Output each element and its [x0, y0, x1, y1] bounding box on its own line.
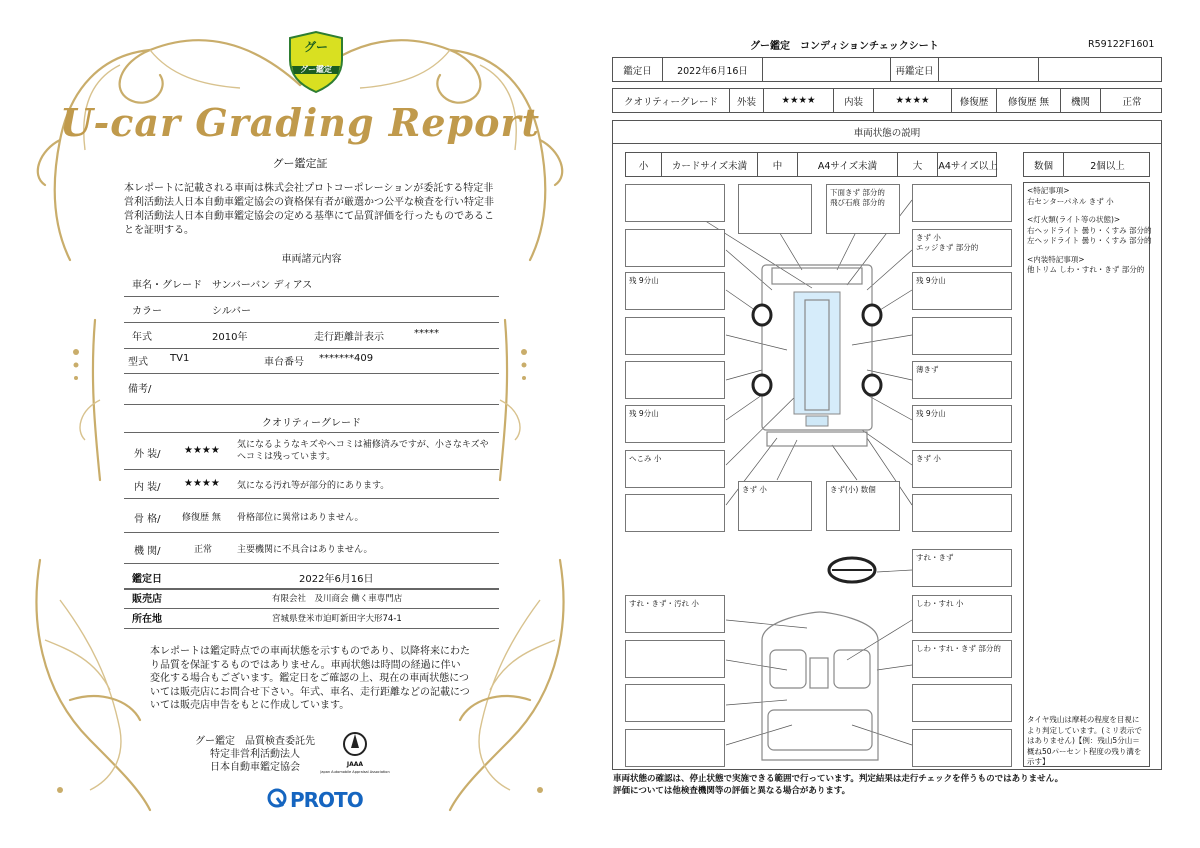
- exterior-label: 外 装/: [134, 449, 161, 460]
- jaaa-label: JAAA: [346, 761, 364, 768]
- row-name: [124, 276, 499, 297]
- interior-note-1: 他トリム しわ・すれ・きず 部分的: [1027, 265, 1145, 274]
- interior-stars: ★★★★: [184, 478, 220, 489]
- footer-note-2: 評価については他検査機関等の評価と異なる場合があります。: [613, 786, 851, 796]
- box-left-7: へこみ 小: [625, 450, 725, 488]
- notice-text: 本レポートは鑑定時点での車両状態を示すものであり、以降将来にわたり品質を保証するものではありません。車両状態は時間の経過に伴い変化する場合もございます。鑑定日をご確認の上、現在の車両状態については販売店にお問合せ下さい。年式、車名、走行距離などの記載については販売店申告をもとに作成しています。: [150, 646, 470, 711]
- model-value: TV1: [170, 353, 190, 364]
- frame-desc: 骨格部位に異常はありません。: [237, 513, 364, 523]
- box-left-4: [625, 317, 725, 355]
- frame-label: 骨 格/: [134, 514, 161, 525]
- box-int-right-3: しわ・すれ・きず 部分的: [912, 640, 1012, 678]
- row-year: [124, 328, 499, 349]
- size-medium: 中: [758, 153, 798, 176]
- lamp-title: <灯火類(ライト等の状態)>: [1027, 215, 1121, 224]
- box-bottom-center: きず(小) 数個: [826, 481, 900, 531]
- lamp-1: 右ヘッドライト 曇り・くすみ 部分的: [1027, 225, 1152, 235]
- interior-notes-title: <内装特記事項>: [1027, 254, 1085, 264]
- mileage-label: 走行距離計表示: [314, 332, 384, 343]
- jaaa-emblem-icon: [340, 730, 370, 762]
- interior-label: 内 装/: [134, 482, 161, 493]
- box-steering: すれ・きず: [912, 549, 1012, 587]
- box-int-right-2: しわ・すれ 小: [912, 595, 1012, 633]
- interior-desc: 気になる汚れ等が部分的にあります。: [237, 481, 390, 491]
- engine-value: 正常: [194, 545, 213, 555]
- engine-label: 機関: [1061, 89, 1101, 112]
- sheet-code: R59122F1601: [1088, 39, 1155, 50]
- size-large: 大: [898, 153, 938, 176]
- box-left-3: 残 9分山: [625, 272, 725, 310]
- size-legend: [625, 152, 997, 177]
- box-bottom-left: きず 小: [738, 481, 812, 531]
- size-small: 小: [626, 153, 662, 176]
- reappraisal-label: 再鑑定日: [891, 58, 939, 81]
- jaaa-sub: Japan Automobile Appraisal Association: [320, 770, 390, 774]
- box-int-left-1: すれ・きず・汚れ 小: [625, 595, 725, 633]
- engine-desc: 主要機関に不具合はありません。: [237, 545, 373, 555]
- year-label: 年式: [132, 332, 152, 343]
- row-model: [124, 353, 499, 374]
- box-top-center: 下面きず 部分的 飛び石痕 部分的: [826, 184, 900, 234]
- box-right-5: 薄きず: [912, 361, 1012, 399]
- count-label: 数個: [1024, 153, 1064, 176]
- box-left-6: 残 9分山: [625, 405, 725, 443]
- logo-text: グー鑑定: [300, 65, 332, 74]
- row-date: [124, 570, 499, 590]
- date-label: 鑑定日: [132, 574, 162, 585]
- name-label: 車名・グレード: [132, 280, 202, 291]
- report-title: U-car Grading Report: [59, 100, 541, 145]
- box-left-1: [625, 184, 725, 222]
- interior-stars: ★★★★: [874, 89, 952, 112]
- name-value: サンバーバン ディアス: [212, 280, 313, 291]
- box-right-2: きず 小 エッジきず 部分的: [912, 229, 1012, 267]
- chassis-label: 車台番号: [264, 357, 304, 368]
- date-value: 2022年6月16日: [663, 58, 763, 81]
- dealer-label: 販売店: [132, 594, 162, 605]
- exterior-stars: ★★★★: [184, 445, 220, 456]
- row-address: [124, 610, 499, 629]
- date-label: 鑑定日: [613, 58, 663, 81]
- color-label: カラー: [132, 306, 162, 317]
- row-remarks: [124, 380, 499, 405]
- row-color: [124, 302, 499, 323]
- box-int-right-5: [912, 729, 1012, 767]
- box-right-7: きず 小: [912, 450, 1012, 488]
- certificate-intro: 本レポートに記載される車両は株式会社プロトコーポレーションが委託する特定非営利活動法人日本自動車鑑定協会の資格保有者が厳選かつ公平な検査を行い特定非営利活動法人日本自動車鑑定協会の定める基準にて品質評価を行ったものであることを証明する。: [124, 183, 494, 236]
- count-value: 2個以上: [1090, 160, 1125, 172]
- size-small-desc: カードサイズ未満: [662, 153, 758, 176]
- frame-value: 修復歴 無: [182, 513, 221, 523]
- date-row: [612, 57, 1162, 82]
- lamp-2: 左ヘッドライト 曇り・くすみ 部分的: [1027, 236, 1152, 245]
- address-label: 所在地: [132, 614, 162, 625]
- tire-note: タイヤ残山は摩耗の程度を目視により判定しています。(ミリ表示ではありません)【例：残山5分山＝概ね50パーセント程度の残り溝を示す】: [1027, 715, 1142, 766]
- assoc-line1: グー鑑定 品質検査委託先: [195, 736, 315, 747]
- history-value: 修復歴 無: [997, 89, 1061, 112]
- proto-logo-icon: [266, 788, 288, 810]
- quality-row: [612, 88, 1162, 113]
- exterior-stars: ★★★★: [764, 89, 834, 112]
- association-block: [180, 735, 330, 774]
- date-value: 2022年6月16日: [299, 574, 374, 585]
- reappraisal-extra: [1039, 58, 1163, 81]
- box-right-3: 残 9分山: [912, 272, 1012, 310]
- box-right-1: [912, 184, 1012, 222]
- notes-column: [1023, 182, 1150, 767]
- assoc-line2: 特定非営利活動法人: [210, 749, 300, 760]
- dealer-value: 有限会社 及川商会 働く車専門店: [272, 594, 403, 604]
- mileage-value: *****: [414, 328, 439, 339]
- special-1: 右センターパネル きず 小: [1027, 196, 1114, 206]
- size-large-desc: A4サイズ以上: [938, 160, 998, 172]
- box-int-left-2: [625, 640, 725, 678]
- address-value: 宮城県登米市迫町新田字大形74-1: [272, 614, 402, 624]
- quality-title: クオリティーグレード: [262, 418, 361, 429]
- box-right-4: [912, 317, 1012, 355]
- date-empty: [763, 58, 891, 81]
- box-int-left-4: [625, 729, 725, 767]
- box-right-8: [912, 494, 1012, 532]
- exterior-desc: 気になるようなキズやヘコミは補修済みですが、小さなキズやヘコミは残っています。: [237, 440, 489, 462]
- row-engine: [124, 539, 499, 564]
- row-dealer: [124, 590, 499, 609]
- box-top-left: [738, 184, 812, 234]
- row-exterior: [124, 432, 499, 470]
- engine-label: 機 関/: [134, 546, 161, 557]
- specs-title: 車両諸元内容: [281, 254, 342, 265]
- reappraisal-value: [939, 58, 1039, 81]
- chassis-value: *******409: [319, 353, 374, 364]
- box-left-2: [625, 229, 725, 267]
- size-medium-desc: A4サイズ未満: [798, 153, 898, 176]
- condition-title: 車両状態の説明: [612, 120, 1162, 144]
- model-label: 型式: [128, 357, 148, 368]
- box-int-right-4: [912, 684, 1012, 722]
- exterior-label: 外装: [730, 89, 764, 112]
- box-int-left-3: [625, 684, 725, 722]
- history-label: 修復歴: [952, 89, 997, 112]
- color-value: シルバー: [212, 306, 252, 317]
- assoc-line3: 日本自動車鑑定協会: [210, 762, 300, 773]
- quality-label: クオリティーグレード: [613, 89, 730, 112]
- remarks-label: 備考/: [128, 384, 152, 395]
- engine-value: 正常: [1122, 96, 1142, 108]
- box-left-8: [625, 494, 725, 532]
- special-title: <特記事項>: [1027, 186, 1070, 195]
- certificate-title: グー鑑定証: [272, 157, 328, 170]
- sheet-title: グー鑑定 コンディションチェックシート: [750, 41, 939, 52]
- row-frame: [124, 506, 499, 533]
- footer-note-1: 車両状態の確認は、停止状態で実施できる範囲で行っています。判定結果は走行チェックを伴うものではありません。: [613, 774, 1064, 784]
- proto-logo-text: PROTO: [290, 788, 363, 812]
- logo-mark: グー: [303, 40, 328, 54]
- row-interior: [124, 474, 499, 499]
- year-value: 2010年: [212, 332, 248, 343]
- interior-label: 内装: [834, 89, 874, 112]
- box-right-6: 残 9分山: [912, 405, 1012, 443]
- box-left-5: [625, 361, 725, 399]
- count-legend: [1023, 152, 1150, 177]
